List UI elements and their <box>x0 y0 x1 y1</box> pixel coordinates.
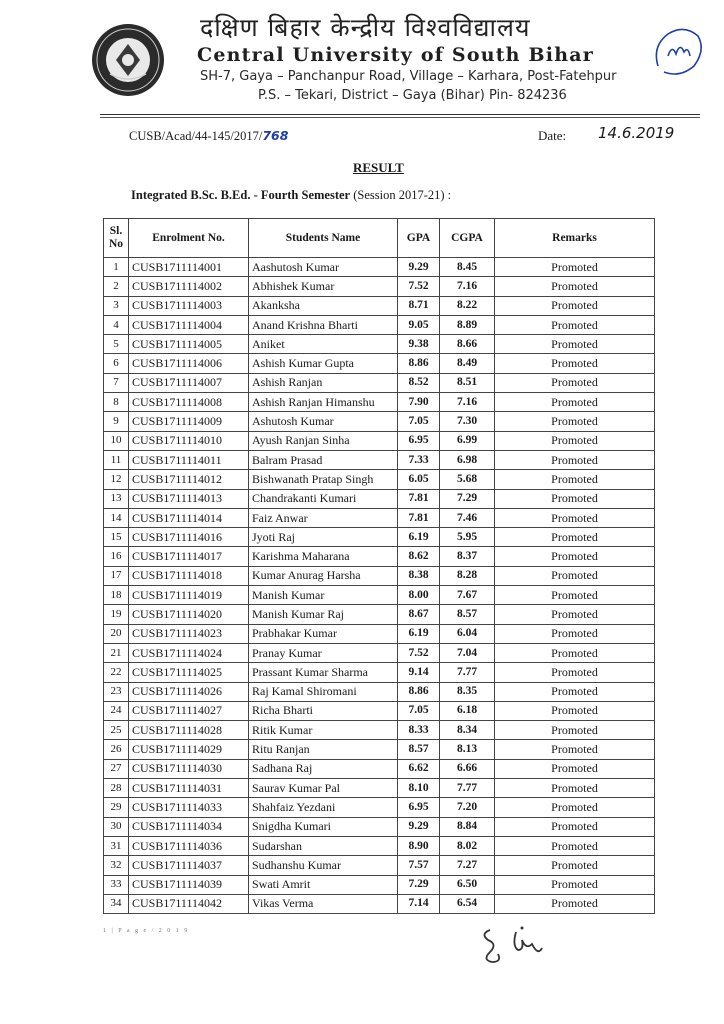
cell-enrolment-no: CUSB1711114026 <box>129 682 249 701</box>
university-hindi-name: दक्षिण बिहार केन्द्रीय विश्वविद्यालय <box>200 13 531 42</box>
table-row <box>104 740 655 759</box>
cell-student-name: Anand Krishna Bharti <box>249 315 398 334</box>
cell-student-name: Sudarshan <box>249 836 398 855</box>
cell-enrolment-no: CUSB1711114033 <box>129 798 249 817</box>
cell-remarks: Promoted <box>495 836 655 855</box>
cell-remarks: Promoted <box>495 682 655 701</box>
cell-student-name: Sadhana Raj <box>249 759 398 778</box>
cell-student-name: Manish Kumar Raj <box>249 605 398 624</box>
cell-student-name: Prassant Kumar Sharma <box>249 663 398 682</box>
cell-cgpa: 7.77 <box>440 663 495 682</box>
cell-enrolment-no: CUSB1711114006 <box>129 354 249 373</box>
cell-enrolment-no: CUSB1711114042 <box>129 894 249 913</box>
cell-sl-no: 30 <box>104 817 129 836</box>
cell-cgpa: 7.16 <box>440 277 495 296</box>
cell-gpa: 7.81 <box>398 489 440 508</box>
cell-student-name: Ashish Ranjan <box>249 373 398 392</box>
table-row <box>104 624 655 643</box>
reference-number <box>129 128 288 144</box>
page-number-footer: 1 | P a g e / 2 0 1 9 <box>103 928 190 934</box>
table-row <box>104 412 655 431</box>
header-gpa: GPA <box>398 219 440 258</box>
cell-student-name: Swati Amrit <box>249 875 398 894</box>
cell-remarks: Promoted <box>495 315 655 334</box>
cell-enrolment-no: CUSB1711114025 <box>129 663 249 682</box>
cell-student-name: Snigdha Kumari <box>249 817 398 836</box>
cell-sl-no: 14 <box>104 508 129 527</box>
cell-remarks: Promoted <box>495 489 655 508</box>
cell-cgpa: 7.20 <box>440 798 495 817</box>
cell-enrolment-no: CUSB1711114010 <box>129 431 249 450</box>
cell-gpa: 6.95 <box>398 798 440 817</box>
cell-sl-no: 5 <box>104 335 129 354</box>
cell-cgpa: 8.34 <box>440 721 495 740</box>
cell-student-name: Ashish Ranjan Himanshu <box>249 393 398 412</box>
cell-enrolment-no: CUSB1711114011 <box>129 450 249 469</box>
cell-enrolment-no: CUSB1711114039 <box>129 875 249 894</box>
table-row <box>104 354 655 373</box>
table-row <box>104 875 655 894</box>
cell-gpa: 7.90 <box>398 393 440 412</box>
cell-enrolment-no: CUSB1711114036 <box>129 836 249 855</box>
cell-remarks: Promoted <box>495 547 655 566</box>
cell-remarks: Promoted <box>495 624 655 643</box>
cell-gpa: 8.67 <box>398 605 440 624</box>
cell-gpa: 8.38 <box>398 566 440 585</box>
cell-sl-no: 7 <box>104 373 129 392</box>
cell-student-name: Jyoti Raj <box>249 528 398 547</box>
cell-gpa: 9.14 <box>398 663 440 682</box>
table-row <box>104 470 655 489</box>
cell-sl-no: 2 <box>104 277 129 296</box>
cell-student-name: Ritik Kumar <box>249 721 398 740</box>
header-divider <box>100 114 700 115</box>
cell-gpa: 7.57 <box>398 856 440 875</box>
cell-student-name: Bishwanath Pratap Singh <box>249 470 398 489</box>
address-line-1: SH-7, Gaya – Panchanpur Road, Village – Karhara, Post-Fatehpur <box>200 69 617 84</box>
table-row <box>104 547 655 566</box>
cell-remarks: Promoted <box>495 586 655 605</box>
cell-enrolment-no: CUSB1711114001 <box>129 258 249 277</box>
table-row <box>104 315 655 334</box>
cell-student-name: Prabhakar Kumar <box>249 624 398 643</box>
cell-remarks: Promoted <box>495 875 655 894</box>
cell-cgpa: 8.45 <box>440 258 495 277</box>
cell-gpa: 8.90 <box>398 836 440 855</box>
cell-enrolment-no: CUSB1711114019 <box>129 586 249 605</box>
table-row <box>104 296 655 315</box>
cell-gpa: 6.62 <box>398 759 440 778</box>
cell-gpa: 7.33 <box>398 450 440 469</box>
cell-sl-no: 3 <box>104 296 129 315</box>
programme-name: Integrated B.Sc. B.Ed. - Fourth Semester <box>131 188 351 202</box>
cell-enrolment-no: CUSB1711114009 <box>129 412 249 431</box>
table-row <box>104 682 655 701</box>
cell-cgpa: 8.28 <box>440 566 495 585</box>
cell-sl-no: 28 <box>104 779 129 798</box>
cell-cgpa: 8.66 <box>440 335 495 354</box>
cell-remarks: Promoted <box>495 354 655 373</box>
cell-sl-no: 29 <box>104 798 129 817</box>
cell-gpa: 8.86 <box>398 354 440 373</box>
cell-enrolment-no: CUSB1711114034 <box>129 817 249 836</box>
cell-sl-no: 8 <box>104 393 129 412</box>
cell-student-name: Karishma Maharana <box>249 547 398 566</box>
table-row <box>104 258 655 277</box>
cell-gpa: 7.14 <box>398 894 440 913</box>
cell-gpa: 6.19 <box>398 624 440 643</box>
table-row <box>104 586 655 605</box>
cell-gpa: 8.71 <box>398 296 440 315</box>
cell-sl-no: 34 <box>104 894 129 913</box>
programme-subtitle <box>131 188 451 203</box>
cell-sl-no: 13 <box>104 489 129 508</box>
cell-cgpa: 7.16 <box>440 393 495 412</box>
cell-gpa: 7.05 <box>398 412 440 431</box>
cell-remarks: Promoted <box>495 701 655 720</box>
cell-cgpa: 6.50 <box>440 875 495 894</box>
cell-enrolment-no: CUSB1711114014 <box>129 508 249 527</box>
cell-gpa: 7.05 <box>398 701 440 720</box>
cell-cgpa: 7.29 <box>440 489 495 508</box>
cell-enrolment-no: CUSB1711114028 <box>129 721 249 740</box>
cell-enrolment-no: CUSB1711114020 <box>129 605 249 624</box>
cell-remarks: Promoted <box>495 450 655 469</box>
cell-student-name: Aashutosh Kumar <box>249 258 398 277</box>
cell-gpa: 9.29 <box>398 258 440 277</box>
cell-cgpa: 8.13 <box>440 740 495 759</box>
cell-cgpa: 6.18 <box>440 701 495 720</box>
cell-remarks: Promoted <box>495 277 655 296</box>
cell-gpa: 6.19 <box>398 528 440 547</box>
cell-remarks: Promoted <box>495 508 655 527</box>
header-student-name: Students Name <box>249 219 398 258</box>
cell-cgpa: 6.54 <box>440 894 495 913</box>
cell-cgpa: 7.30 <box>440 412 495 431</box>
cell-remarks: Promoted <box>495 412 655 431</box>
table-row <box>104 721 655 740</box>
table-row <box>104 528 655 547</box>
date-label: Date: <box>538 128 567 143</box>
table-row <box>104 817 655 836</box>
table-row <box>104 393 655 412</box>
cell-enrolment-no: CUSB1711114017 <box>129 547 249 566</box>
date-value: 14.6.2019 <box>598 124 675 142</box>
cell-sl-no: 11 <box>104 450 129 469</box>
cell-sl-no: 10 <box>104 431 129 450</box>
cell-cgpa: 8.22 <box>440 296 495 315</box>
cell-student-name: Abhishek Kumar <box>249 277 398 296</box>
table-row <box>104 431 655 450</box>
cell-remarks: Promoted <box>495 663 655 682</box>
cell-gpa: 9.38 <box>398 335 440 354</box>
cell-enrolment-no: CUSB1711114012 <box>129 470 249 489</box>
cell-student-name: Akanksha <box>249 296 398 315</box>
cell-sl-no: 21 <box>104 643 129 662</box>
table-row <box>104 798 655 817</box>
table-row <box>104 759 655 778</box>
cell-enrolment-no: CUSB1711114018 <box>129 566 249 585</box>
cell-cgpa: 7.46 <box>440 508 495 527</box>
header-sl-no: Sl. No <box>104 219 129 258</box>
cell-sl-no: 1 <box>104 258 129 277</box>
results-table <box>103 218 655 914</box>
cell-student-name: Shahfaiz Yezdani <box>249 798 398 817</box>
cell-cgpa: 7.04 <box>440 643 495 662</box>
cell-student-name: Chandrakanti Kumari <box>249 489 398 508</box>
cell-sl-no: 24 <box>104 701 129 720</box>
cell-student-name: Saurav Kumar Pal <box>249 779 398 798</box>
cell-enrolment-no: CUSB1711114031 <box>129 779 249 798</box>
cell-enrolment-no: CUSB1711114013 <box>129 489 249 508</box>
table-row <box>104 566 655 585</box>
table-row <box>104 605 655 624</box>
cell-sl-no: 23 <box>104 682 129 701</box>
header-divider-secondary <box>100 117 700 118</box>
table-row <box>104 836 655 855</box>
cell-cgpa: 8.89 <box>440 315 495 334</box>
cell-student-name: Pranay Kumar <box>249 643 398 662</box>
results-table-body <box>104 258 655 914</box>
cell-gpa: 9.29 <box>398 817 440 836</box>
cell-student-name: Vikas Verma <box>249 894 398 913</box>
cell-sl-no: 31 <box>104 836 129 855</box>
cell-sl-no: 25 <box>104 721 129 740</box>
table-row <box>104 489 655 508</box>
cell-sl-no: 17 <box>104 566 129 585</box>
cell-gpa: 7.52 <box>398 277 440 296</box>
session-label: (Session 2017-21) : <box>350 188 452 202</box>
cell-cgpa: 7.67 <box>440 586 495 605</box>
table-row <box>104 643 655 662</box>
cell-cgpa: 7.27 <box>440 856 495 875</box>
cell-student-name: Richa Bharti <box>249 701 398 720</box>
cell-student-name: Ayush Ranjan Sinha <box>249 431 398 450</box>
header-cgpa: CGPA <box>440 219 495 258</box>
cell-cgpa: 6.66 <box>440 759 495 778</box>
cell-cgpa: 8.35 <box>440 682 495 701</box>
university-logo <box>90 22 166 98</box>
cell-gpa: 8.62 <box>398 547 440 566</box>
cell-remarks: Promoted <box>495 373 655 392</box>
table-header-row <box>104 219 655 258</box>
cell-remarks: Promoted <box>495 296 655 315</box>
cell-sl-no: 27 <box>104 759 129 778</box>
cell-gpa: 7.81 <box>398 508 440 527</box>
cell-sl-no: 32 <box>104 856 129 875</box>
table-row <box>104 701 655 720</box>
cell-remarks: Promoted <box>495 566 655 585</box>
cell-gpa: 8.52 <box>398 373 440 392</box>
cell-gpa: 6.95 <box>398 431 440 450</box>
cell-remarks: Promoted <box>495 798 655 817</box>
cell-enrolment-no: CUSB1711114037 <box>129 856 249 875</box>
cell-enrolment-no: CUSB1711114016 <box>129 528 249 547</box>
cell-gpa: 8.57 <box>398 740 440 759</box>
document-title: RESULT <box>353 160 404 175</box>
table-row <box>104 450 655 469</box>
cell-cgpa: 8.49 <box>440 354 495 373</box>
cell-gpa: 8.00 <box>398 586 440 605</box>
cell-remarks: Promoted <box>495 894 655 913</box>
cell-enrolment-no: CUSB1711114002 <box>129 277 249 296</box>
table-row <box>104 894 655 913</box>
cell-gpa: 8.86 <box>398 682 440 701</box>
cell-cgpa: 6.98 <box>440 450 495 469</box>
cell-gpa: 7.52 <box>398 643 440 662</box>
cell-enrolment-no: CUSB1711114023 <box>129 624 249 643</box>
header-enrolment-no: Enrolment No. <box>129 219 249 258</box>
cell-sl-no: 20 <box>104 624 129 643</box>
cell-student-name: Raj Kamal Shiromani <box>249 682 398 701</box>
cell-cgpa: 8.02 <box>440 836 495 855</box>
cell-student-name: Ritu Ranjan <box>249 740 398 759</box>
cell-enrolment-no: CUSB1711114004 <box>129 315 249 334</box>
cell-gpa: 8.33 <box>398 721 440 740</box>
cell-student-name: Ashutosh Kumar <box>249 412 398 431</box>
cell-cgpa: 6.99 <box>440 431 495 450</box>
header-remarks: Remarks <box>495 219 655 258</box>
cell-enrolment-no: CUSB1711114003 <box>129 296 249 315</box>
cell-remarks: Promoted <box>495 643 655 662</box>
cell-enrolment-no: CUSB1711114005 <box>129 335 249 354</box>
cell-student-name: Manish Kumar <box>249 586 398 605</box>
cell-cgpa: 5.68 <box>440 470 495 489</box>
cell-student-name: Faiz Anwar <box>249 508 398 527</box>
reference-number-printed: CUSB/Acad/44-145/2017/ <box>129 129 263 143</box>
cell-student-name: Balram Prasad <box>249 450 398 469</box>
cell-sl-no: 26 <box>104 740 129 759</box>
cell-sl-no: 19 <box>104 605 129 624</box>
cell-cgpa: 6.04 <box>440 624 495 643</box>
cell-cgpa: 8.84 <box>440 817 495 836</box>
table-row <box>104 508 655 527</box>
cell-gpa: 7.29 <box>398 875 440 894</box>
cell-cgpa: 7.77 <box>440 779 495 798</box>
cell-sl-no: 33 <box>104 875 129 894</box>
table-row <box>104 779 655 798</box>
university-english-name: Central University of South Bihar <box>197 44 594 66</box>
cell-sl-no: 16 <box>104 547 129 566</box>
cell-cgpa: 8.57 <box>440 605 495 624</box>
cell-gpa: 8.10 <box>398 779 440 798</box>
cell-sl-no: 18 <box>104 586 129 605</box>
table-row <box>104 856 655 875</box>
cell-remarks: Promoted <box>495 740 655 759</box>
cell-student-name: Kumar Anurag Harsha <box>249 566 398 585</box>
cell-remarks: Promoted <box>495 258 655 277</box>
cell-remarks: Promoted <box>495 528 655 547</box>
cell-remarks: Promoted <box>495 856 655 875</box>
cell-cgpa: 8.37 <box>440 547 495 566</box>
cell-gpa: 6.05 <box>398 470 440 489</box>
cell-student-name: Aniket <box>249 335 398 354</box>
cell-remarks: Promoted <box>495 431 655 450</box>
cell-enrolment-no: CUSB1711114029 <box>129 740 249 759</box>
cell-sl-no: 15 <box>104 528 129 547</box>
cell-enrolment-no: CUSB1711114027 <box>129 701 249 720</box>
handwritten-initial-signature <box>650 26 706 78</box>
cell-sl-no: 6 <box>104 354 129 373</box>
cell-enrolment-no: CUSB1711114007 <box>129 373 249 392</box>
cell-remarks: Promoted <box>495 605 655 624</box>
cell-gpa: 9.05 <box>398 315 440 334</box>
cell-sl-no: 9 <box>104 412 129 431</box>
reference-number-handwritten: 768 <box>262 128 289 143</box>
cell-enrolment-no: CUSB1711114024 <box>129 643 249 662</box>
cell-sl-no: 22 <box>104 663 129 682</box>
cell-remarks: Promoted <box>495 335 655 354</box>
cell-remarks: Promoted <box>495 779 655 798</box>
table-row <box>104 663 655 682</box>
cell-cgpa: 8.51 <box>440 373 495 392</box>
cell-cgpa: 5.95 <box>440 528 495 547</box>
cell-remarks: Promoted <box>495 393 655 412</box>
cell-remarks: Promoted <box>495 817 655 836</box>
cell-sl-no: 12 <box>104 470 129 489</box>
cell-enrolment-no: CUSB1711114030 <box>129 759 249 778</box>
cell-student-name: Sudhanshu Kumar <box>249 856 398 875</box>
address-line-2: P.S. – Tekari, District – Gaya (Bihar) Pin- 824236 <box>258 88 567 103</box>
table-row <box>104 335 655 354</box>
cell-remarks: Promoted <box>495 721 655 740</box>
cell-sl-no: 4 <box>104 315 129 334</box>
table-row <box>104 277 655 296</box>
table-row <box>104 373 655 392</box>
cell-enrolment-no: CUSB1711114008 <box>129 393 249 412</box>
cell-remarks: Promoted <box>495 470 655 489</box>
cell-student-name: Ashish Kumar Gupta <box>249 354 398 373</box>
handwritten-signature <box>476 916 556 970</box>
cell-remarks: Promoted <box>495 759 655 778</box>
